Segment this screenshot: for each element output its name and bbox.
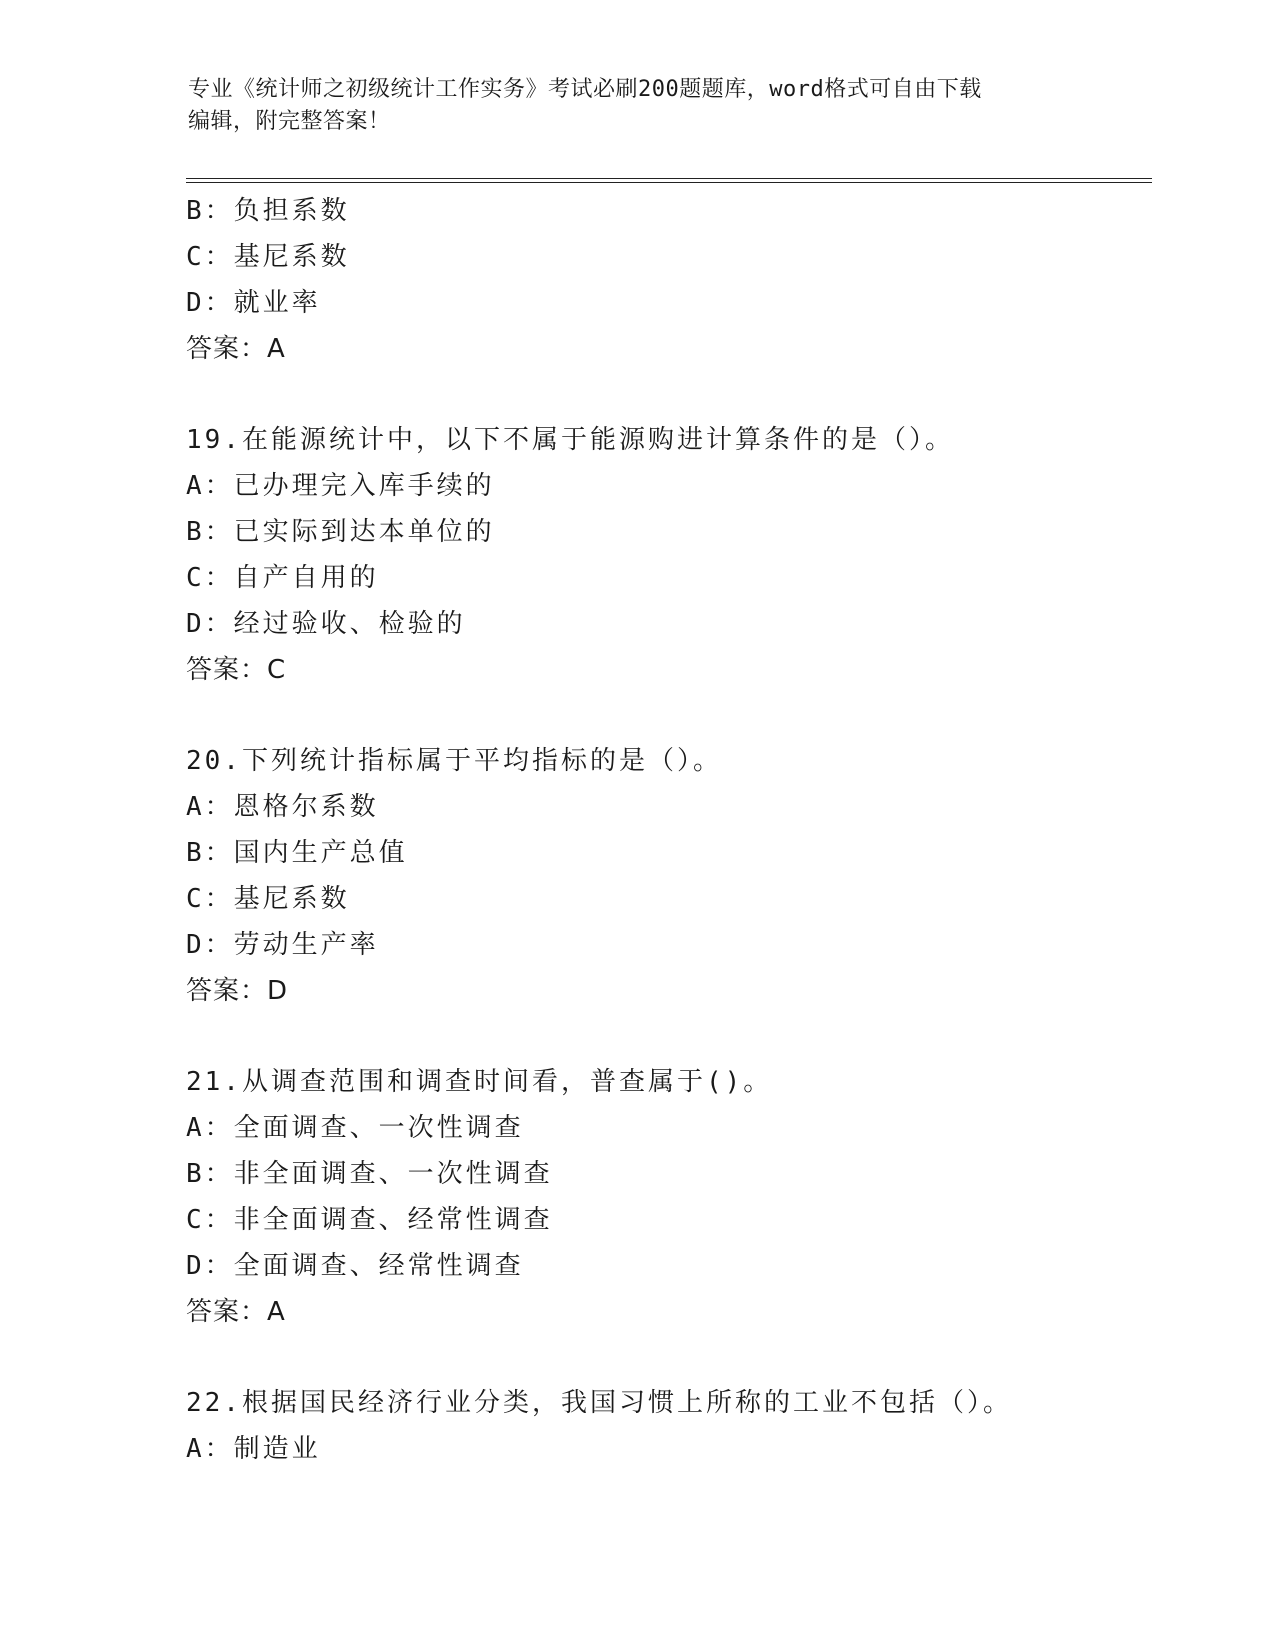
option-b: B：国内生产总值	[186, 838, 408, 868]
answer: 答案：A	[186, 1297, 286, 1327]
spacer	[186, 372, 1146, 417]
option-d: D：就业率	[186, 288, 321, 318]
question-list	[186, 188, 1146, 1472]
question-stem: 21.从调查范围和调查时间看，普查属于()。	[186, 1067, 773, 1097]
answer: 答案：C	[186, 655, 287, 685]
spacer	[186, 1014, 1146, 1059]
option-a: A：恩格尔系数	[186, 792, 379, 822]
header-divider	[186, 178, 1152, 183]
option-d: D：全面调查、经常性调查	[186, 1251, 524, 1281]
option-c: C：自产自用的	[186, 563, 379, 593]
header-line-2: 编辑，附完整答案！	[188, 109, 391, 134]
option-b: B：非全面调查、一次性调查	[186, 1159, 553, 1189]
question-21	[186, 1059, 1146, 1335]
question-19	[186, 417, 1146, 693]
question-stem: 19.在能源统计中，以下不属于能源购进计算条件的是（）。	[186, 425, 954, 455]
option-a: A：全面调查、一次性调查	[186, 1113, 524, 1143]
option-a: A：制造业	[186, 1434, 321, 1464]
option-d: D：劳动生产率	[186, 930, 379, 960]
question-22	[186, 1380, 1146, 1472]
question-stem: 20.下列统计指标属于平均指标的是（）。	[186, 746, 722, 776]
question-18-tail	[186, 188, 1146, 372]
document-header	[188, 74, 1068, 138]
header-line-1: 专业《统计师之初级统计工作实务》考试必刷200题题库，word格式可自由下载	[188, 77, 982, 102]
option-c: C：非全面调查、经常性调查	[186, 1205, 553, 1235]
option-a: A：已办理完入库手续的	[186, 471, 495, 501]
option-b: B：已实际到达本单位的	[186, 517, 495, 547]
spacer	[186, 693, 1146, 738]
question-stem: 22.根据国民经济行业分类，我国习惯上所称的工业不包括（）。	[186, 1388, 1012, 1418]
option-c: C：基尼系数	[186, 884, 350, 914]
answer: 答案：A	[186, 334, 286, 364]
question-20	[186, 738, 1146, 1014]
answer: 答案：D	[186, 976, 289, 1006]
option-b: B：负担系数	[186, 196, 350, 226]
option-c: C：基尼系数	[186, 242, 350, 272]
option-d: D：经过验收、检验的	[186, 609, 466, 639]
spacer	[186, 1335, 1146, 1380]
